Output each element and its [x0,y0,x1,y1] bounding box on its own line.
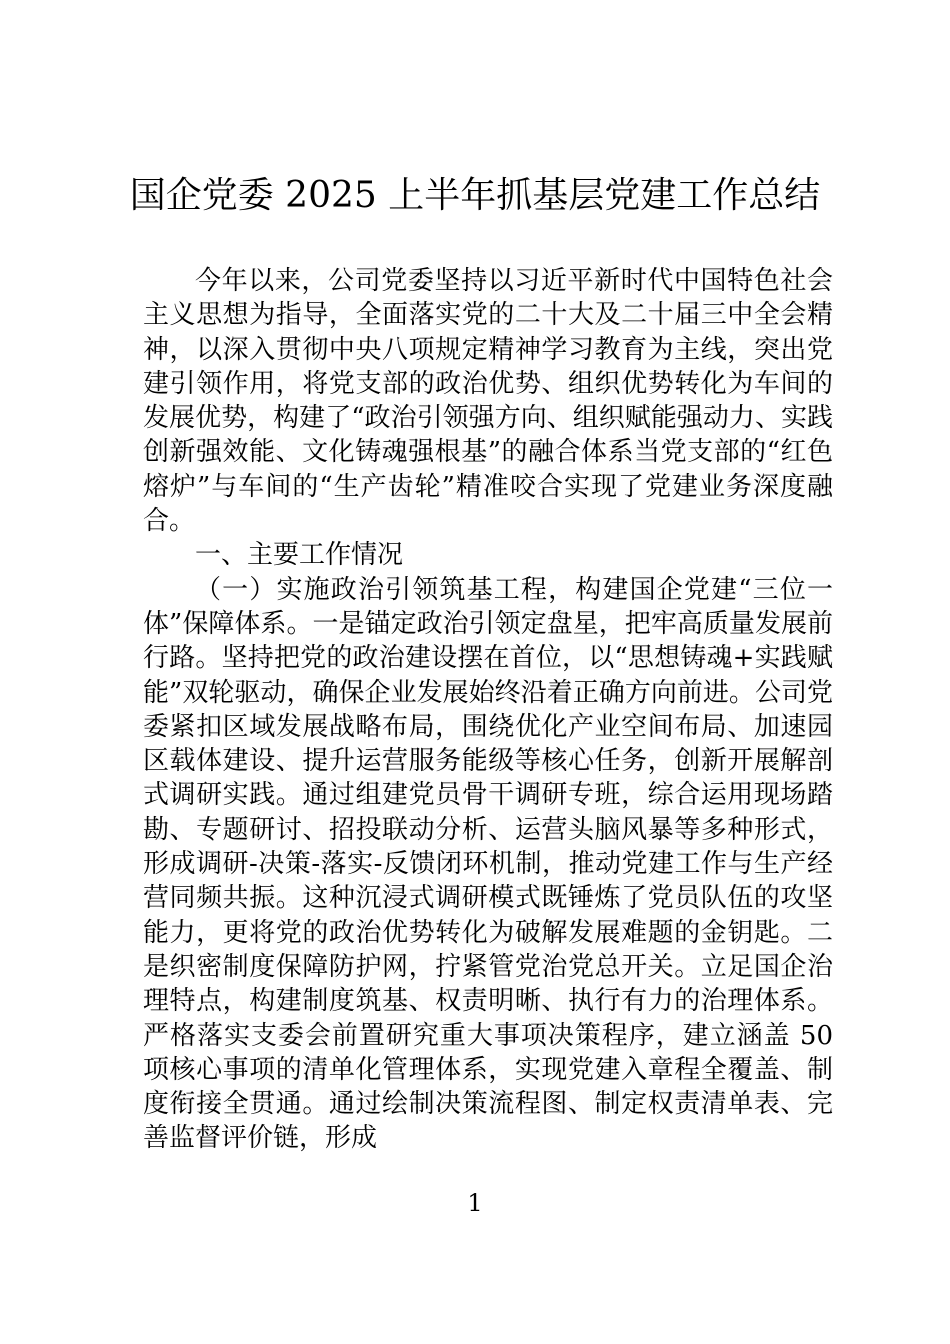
page-number: 1 [467,1189,483,1217]
document-body [143,264,833,1156]
document-title: 国企党委 2025 上半年抓基层党建工作总结 [129,175,821,216]
subsection-paragraph: （一）实施政治引领筑基工程，构建国企党建“三位一体”保障体系。一是锚定政治引领定盘星，把牢高质量发展前行路。坚持把党的政治建设摆在首位，以“思想铸魂+实践赋能”双轮驱动，确保企业发展始终沿着正确方向前进。公司党委紧扣区域发展战略布局，围绕优化产业空间布局、加速园区载体建设、提升运营服务能级等核心任务，创新开展解剖式调研实践。通过组建党员骨干调研专班，综合运用现场踏勘、专题研讨、招投联动分析、运营头脑风暴等多种形式，形成调研-决策-落实-反馈闭环机制，推动党建工作与生产经营同频共振。这种沉浸式调研模式既锤炼了党员队伍的攻坚能力，更将党的政治优势转化为破解发展难题的金钥匙。二是织密制度保障防护网，拧紧管党治党总开关。立足国企治理特点，构建制度筑基、权责明晰、执行有力的治理体系。严格落实支委会前置研究重大事项决策程序，建立涵盖 50 项核心事项的清单化管理体系，实现党建入章程全覆盖、制度衔接全贯通。通过绘制决策流程图、制定权责清单表、完善监督评价链，形成 [143,574,833,1154]
intro-paragraph: 今年以来，公司党委坚持以习近平新时代中国特色社会主义思想为指导，全面落实党的二十大及二十届三中全会精神，以深入贯彻中央八项规定精神学习教育为主线，突出党建引领作用，将党支部的政治优势、组织优势转化为车间的发展优势，构建了“政治引领强方向、组织赋能强动力、实践创新强效能、文化铸魂强根基”的融合体系当党支部的“红色熔炉”与车间的“生产齿轮”精准咬合实现了党建业务深度融合。 [143,266,833,537]
section-heading: 一、主要工作情况 [195,540,404,571]
